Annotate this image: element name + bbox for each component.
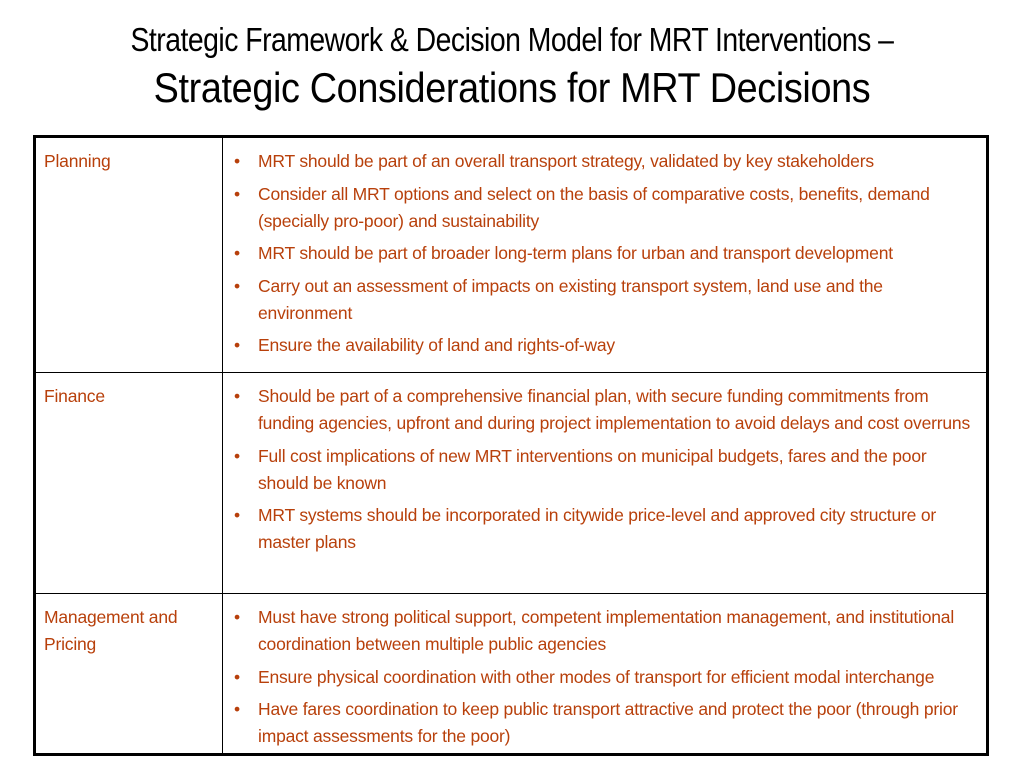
- bullet-icon: •: [234, 386, 240, 406]
- bullet-icon: •: [234, 335, 240, 355]
- list-item: [231, 664, 978, 691]
- row-content: [223, 594, 987, 756]
- slide-title: [0, 18, 1024, 114]
- list-item: [231, 696, 978, 750]
- bullet-text: MRT should be part of an overall transport strategy, validated by key stakeholders: [258, 151, 874, 171]
- bullet-list: [231, 148, 978, 359]
- bullet-icon: •: [234, 445, 240, 466]
- considerations-table: [33, 135, 989, 756]
- title-line-1: Strategic Framework & Decision Model for MRT Interventions –: [130, 21, 894, 58]
- bullet-list: [231, 383, 978, 556]
- bullet-icon: •: [234, 275, 240, 296]
- bullet-text: Ensure physical coordination with other modes of transport for efficient modal interchange: [258, 666, 935, 687]
- row-label: Finance: [36, 373, 223, 594]
- bullet-text: Should be part of a comprehensive financial plan, with secure funding commitments from funding agencies, upfront and during project implementation to avoid delays and cost overruns: [258, 386, 970, 433]
- bullet-text: Ensure the availability of land and rights-of-way: [258, 335, 615, 355]
- list-item: [231, 332, 978, 359]
- bullet-list: [231, 604, 978, 750]
- bullet-icon: •: [234, 666, 240, 687]
- bullet-icon: •: [234, 505, 240, 525]
- table-row-management-pricing: [36, 594, 986, 756]
- bullet-text: Must have strong political support, competent implementation management, and institutional coordination between multiple public agencies: [258, 607, 955, 654]
- list-item: [231, 273, 978, 327]
- bullet-icon: •: [234, 243, 240, 263]
- list-item: [231, 181, 978, 235]
- bullet-icon: •: [234, 151, 240, 171]
- bullet-icon: •: [234, 183, 240, 204]
- list-item: [231, 240, 978, 267]
- bullet-text: Consider all MRT options and select on the basis of comparative costs, benefits, demand (specially pro-poor) and sustainability: [258, 183, 930, 231]
- list-item: [231, 443, 978, 497]
- row-content: [223, 373, 987, 594]
- list-item: [231, 604, 978, 658]
- table-row-planning: [36, 138, 986, 373]
- row-label: Management and Pricing: [36, 594, 223, 756]
- table-row-finance: [36, 373, 986, 594]
- list-item: [231, 383, 978, 437]
- bullet-icon: •: [234, 607, 240, 627]
- row-label: Planning: [36, 138, 223, 373]
- bullet-icon: •: [234, 699, 240, 719]
- list-item: [231, 502, 978, 556]
- list-item: [231, 148, 978, 175]
- bullet-text: MRT should be part of broader long-term plans for urban and transport development: [258, 243, 893, 263]
- bullet-text: MRT systems should be incorporated in citywide price-level and approved city structure or master plans: [258, 505, 936, 552]
- bullet-text: Have fares coordination to keep public transport attractive and protect the poor (through prior impact assessments for the poor): [258, 699, 958, 746]
- row-content: [223, 138, 987, 373]
- bullet-text: Full cost implications of new MRT interventions on municipal budgets, fares and the poor should be known: [258, 445, 927, 493]
- title-line-2: Strategic Considerations for MRT Decisions: [153, 64, 871, 111]
- bullet-text: Carry out an assessment of impacts on existing transport system, land use and the environment: [258, 275, 883, 323]
